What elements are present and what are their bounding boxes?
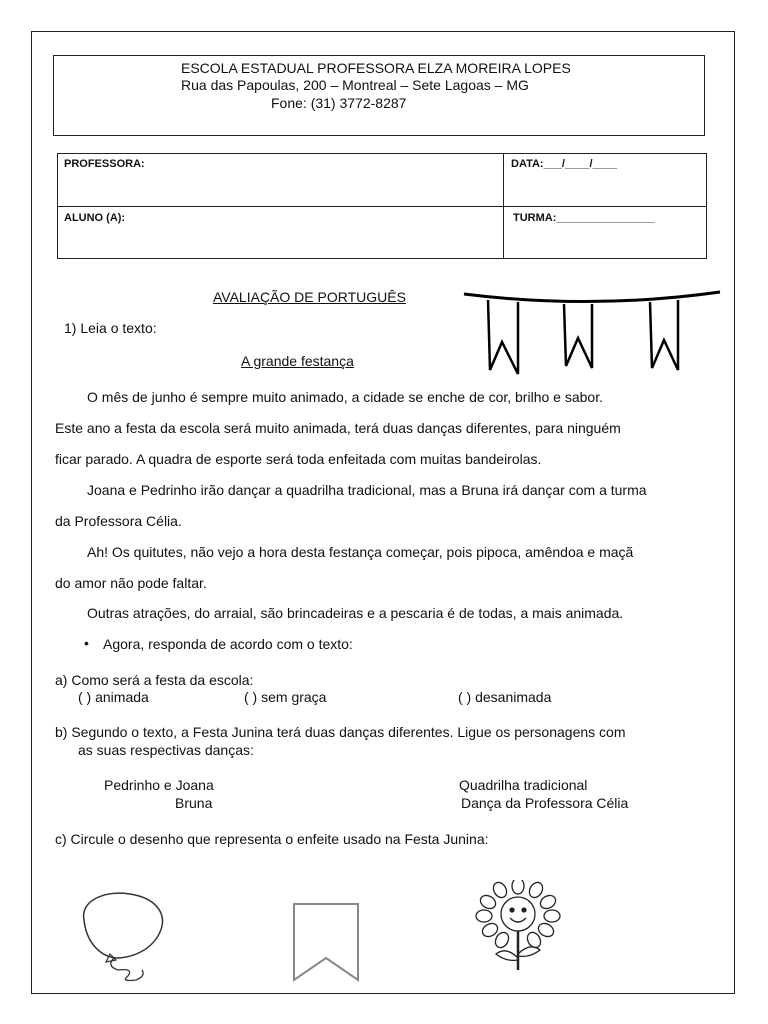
question-b-line2: as suas respectivas danças:	[78, 742, 254, 758]
balloon-icon[interactable]	[76, 888, 176, 983]
text-line: Ah! Os quitutes, não vejo a hora desta festança começar, pois pipoca, amêndoa e maçã	[87, 544, 634, 560]
page-title: AVALIAÇÃO DE PORTUGUÊS	[213, 289, 406, 305]
school-address: Rua das Papoulas, 200 – Montreal – Sete Lagoas – MG	[181, 77, 529, 93]
text-line: Este ano a festa da escola será muito animada, terá duas danças diferentes, para ninguém	[55, 420, 621, 436]
student-info-table	[57, 153, 707, 259]
turma-field[interactable]: TURMA:________________	[513, 212, 655, 224]
text-line: da Professora Célia.	[55, 513, 182, 529]
option-sem-graca[interactable]: ( ) sem graça	[244, 689, 327, 705]
text-line: do amor não pode faltar.	[55, 575, 207, 591]
question-c: c) Circule o desenho que representa o enfeite usado na Festa Junina:	[55, 831, 489, 847]
dance-quadrilha[interactable]: Quadrilha tradicional	[459, 777, 588, 793]
school-phone: Fone: (31) 3772-8287	[271, 95, 407, 111]
character-pedrinho-joana[interactable]: Pedrinho e Joana	[104, 777, 214, 793]
text-title: A grande festança	[241, 353, 354, 369]
text-line: Joana e Pedrinho irão dançar a quadrilha tradicional, mas a Bruna irá dançar com a turma	[87, 482, 647, 498]
bullet-icon: •	[84, 635, 89, 651]
flag-icon[interactable]	[292, 902, 362, 984]
question-b-line1: b) Segundo o texto, a Festa Junina terá duas danças diferentes. Ligue os personagens com	[55, 724, 626, 740]
option-animada[interactable]: ( ) animada	[78, 689, 149, 705]
character-bruna[interactable]: Bruna	[175, 795, 213, 811]
text-line: Outras atrações, do arraial, são brincadeiras e a pescaria é de todas, a mais animada.	[87, 605, 624, 621]
professora-field[interactable]: PROFESSORA:	[64, 158, 145, 170]
q1-instruction: 1) Leia o texto:	[64, 320, 157, 336]
aluno-field[interactable]: ALUNO (A):	[64, 212, 126, 224]
flower-icon[interactable]	[466, 880, 570, 970]
question-a: a) Como será a festa da escola:	[55, 672, 254, 688]
answer-instruction: Agora, responda de acordo com o texto:	[103, 636, 353, 652]
option-desanimada[interactable]: ( ) desanimada	[458, 689, 552, 705]
text-line: O mês de junho é sempre muito animado, a cidade se enche de cor, brilho e sabor.	[87, 389, 603, 405]
bunting-icon	[460, 284, 724, 384]
text-line: ficar parado. A quadra de esporte será toda enfeitada com muitas bandeirolas.	[55, 451, 542, 467]
data-field[interactable]: DATA:___/____/____	[511, 158, 617, 170]
dance-professora[interactable]: Dança da Professora Célia	[461, 795, 629, 811]
school-name: ESCOLA ESTADUAL PROFESSORA ELZA MOREIRA LOPES	[181, 60, 571, 76]
